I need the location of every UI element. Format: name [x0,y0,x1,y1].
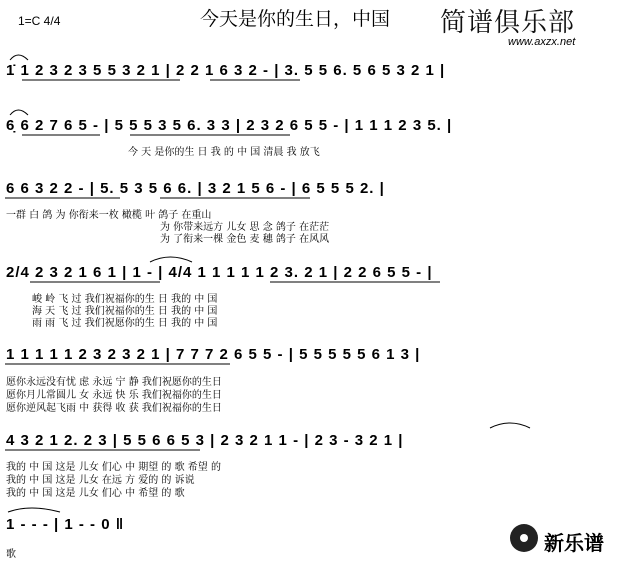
slur-mark [10,55,28,60]
slur-marks [8,55,530,512]
music-line-6: 4 3 2 1 2. 2 3 | 5 5 6 6 5 3 | 2 3 2 1 1 - | 2 3 - 3 2 1 | [6,432,404,449]
lyric-line-7-1: 歌 [6,549,16,560]
music-line-1: 1̇ 1 2 3 2 3 5 5 3 2 1 | 2 2 1 6 3 2 - | 3. 5 5 6. 5 6 5 3 2 1 | [6,62,446,79]
lyric-line-6-3: 我的 中 国 这是 儿女 们心 中 希望 的 歌 [6,488,185,499]
lyric-line-4-2: 海 天 飞 过 我们祝福你的生 日 我的 中 国 [32,306,218,317]
lyric-line-5-3: 愿你逆风起飞雨 中 获得 收 获 我们祝福你的生日 [6,403,222,414]
slur-mark [8,508,60,512]
slur-mark [490,423,530,428]
lyric-line-2-1: 今 天 是你的生 日 我 的 中 国 清晨 我 放飞 [128,147,320,158]
lyric-line-4-1: 峻 岭 飞 过 我们祝福你的生 日 我的 中 国 [32,294,218,305]
song-title: 今天是你的生日，中国 [200,8,391,30]
lyric-line-4-3: 雨 雨 飞 过 我们祝愿你的生 日 我的 中 国 [32,318,218,329]
lyric-line-6-2: 我的 中 国 这是 儿女 在远 方 爱的 的 诉说 [6,475,195,486]
lyric-line-3-2: 为 你带来远方 儿女 思 念 鸽子 在茫茫 [160,222,330,233]
music-line-4: 2/4 2 3 2 1 6 1 | 1 - | 4/4 1 1 1 1 1 2 3. 2 1 | 2 2 6 5 5 - | [6,264,433,281]
brand-logo: 新乐谱 [544,531,604,555]
music-line-3: 6 6 3 2 2 - | 5. 5 3 5 6 6. | 3 2 1 5 6 - | 6 5 5 5 2. | [6,180,385,197]
music-line-7: 1 - - - | 1 - - 0 ‖ [6,516,125,533]
key-signature: 1=C 4/4 [18,14,61,28]
music-line-5: 1 1 1 1 1 2 3 2 3 2 1 | 7 7 7 2 6 5 5 - | 5 5 5 5 5 6 1 3 | [6,346,421,363]
beam-underlines [5,80,440,450]
lyric-line-5-2: 愿你月儿常圆儿 女 永远 快 乐 我们祝福你的生日 [6,390,222,401]
slur-mark [10,110,28,115]
slur-mark [150,257,192,262]
site-logo-text: 简谱俱乐部 [440,8,576,38]
lyric-line-6-1: 我的 中 国 这是 儿女 们心 中 期望 的 歌 希望 的 [6,462,221,473]
vinyl-disc-icon [510,524,538,552]
lyric-line-5-1: 愿你永远没有忧 虑 永远 宁 静 我们祝愿你的生日 [6,377,222,388]
site-logo-url: www.axzx.net [508,36,576,48]
music-line-2: 6̣ 6 2 7 6 5 - | 5 5 5 3 5 6. 3 3 | 2 3 2 6 5 5 - | 1 1 1 2 3 5. | [6,117,453,134]
lyric-line-3-1: 一群 白 鸽 为 你衔来一枚 橄榄 叶 鸽子 在重山 [6,210,212,221]
lyric-line-3-3: 为 了衔来一棵 金色 麦 穗 鸽子 在风风 [160,234,330,245]
